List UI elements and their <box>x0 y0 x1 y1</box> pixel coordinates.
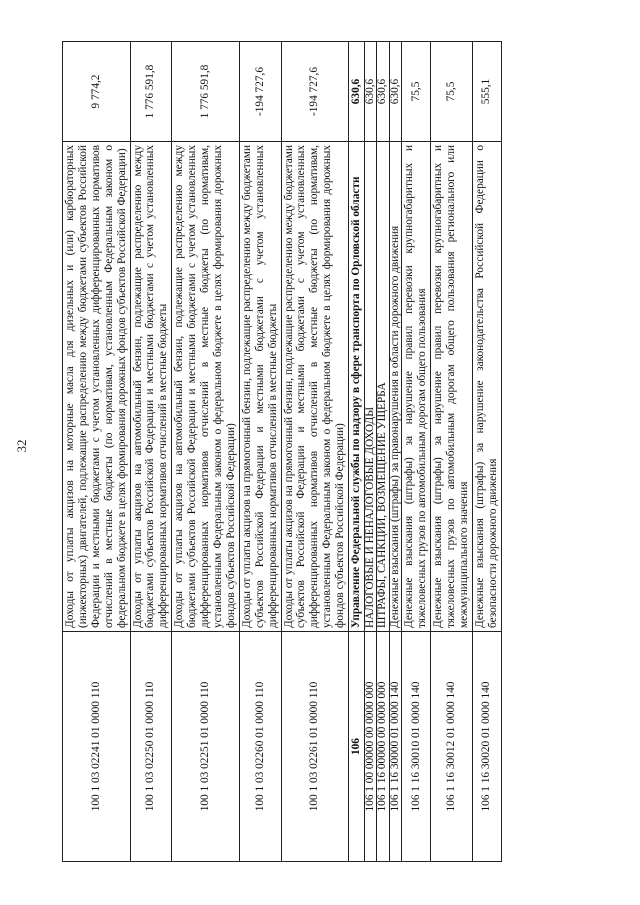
revenue-name-cell: Денежные взыскания (штрафы) за правонарушения в области дорожного движения <box>389 142 402 632</box>
table-row <box>472 42 501 862</box>
table-body <box>63 42 502 862</box>
budget-code-cell: 100 1 03 02260 01 0000 110 <box>239 632 281 862</box>
table-row <box>239 42 281 862</box>
table-row <box>130 42 172 862</box>
amount-cell: 75,5 <box>402 42 431 142</box>
amount-cell: 630,6 <box>364 42 377 142</box>
revenue-name-cell: Денежные взыскания (штрафы) за нарушение законодательства Российской Федерации о безопасности дорожного движения <box>472 142 501 632</box>
amount-cell: 1 776 591,8 <box>130 42 172 142</box>
table-row <box>431 42 473 862</box>
table-row <box>281 42 349 862</box>
budget-code-cell: 100 1 03 02250 01 0000 110 <box>130 632 172 862</box>
revenue-name-cell: Доходы от уплаты акцизов на прямогонный бензин, подлежащие распределению между бюджетами субъектов Российской Федерации и местными бюджетами с учетом установленных дифференцированных нормативов отчислений в местные бюджеты (по нормативам, установленным Федеральным законом о федеральном бюджете в целях формирования дорожных фондов субъектов Российской Федерации) <box>281 142 349 632</box>
revenue-name-cell: НАЛОГОВЫЕ И НЕНАЛОГОВЫЕ ДОХОДЫ <box>364 142 377 632</box>
budget-code-cell: 100 1 03 02241 01 0000 110 <box>63 632 131 862</box>
page-number: 32 <box>14 439 29 453</box>
budget-code-cell: 106 1 16 30012 01 0000 140 <box>431 632 473 862</box>
amount-cell: 630,6 <box>349 42 365 142</box>
amount-cell: 1 776 591,8 <box>172 42 240 142</box>
revenue-name-cell: Доходы от уплаты акцизов на прямогонный бензин, подлежащие распределению между бюджетами субъектов Российской Федерации и местными бюджетами с учетом установленных дифференцированных нормативов отчислений в местные бюджеты <box>239 142 281 632</box>
table-row <box>63 42 131 862</box>
revenue-name-cell: Денежные взыскания (штрафы) за нарушение правил перевозки крупногабаритных и тяжеловесных грузов по автомобильным дорогам общего пользования регионального или межмуниципального значения <box>431 142 473 632</box>
amount-cell: 555,1 <box>472 42 501 142</box>
table-row <box>389 42 402 862</box>
budget-code-cell: 106 <box>349 632 365 862</box>
amount-cell: 630,6 <box>377 42 390 142</box>
amount-cell: 9 774,2 <box>63 42 131 142</box>
revenue-name-cell: Управление Федеральной службы по надзору в сфере транспорта по Орловской области <box>349 142 365 632</box>
budget-code-cell: 106 1 16 00000 00 0000 000 <box>377 632 390 862</box>
revenue-name-cell: Доходы от уплаты акцизов на моторные масла для дизельных и (или) карбюраторных (инжекторных) двигателей, подлежащие распределению между бюджетами субъектов Российской Федерации и местными бюджетами с учетом установленных дифференцированных нормативов отчислений в местные бюджеты (по нормативам, установленным Федеральным законом о федеральном бюджете в целях формирования дорожных фондов субъектов Российской Федерации) <box>63 142 131 632</box>
amount-cell: 75,5 <box>431 42 473 142</box>
amount-cell: 630,6 <box>389 42 402 142</box>
amount-cell: -194 727,6 <box>239 42 281 142</box>
budget-code-cell: 106 1 16 30000 01 0000 140 <box>389 632 402 862</box>
revenue-name-cell: Доходы от уплаты акцизов на автомобильный бензин, подлежащие распределению между бюджетами субъектов Российской Федерации и местными бюджетами с учетом установленных дифференцированных нормативов отчислений в местные бюджеты (по нормативам, установленным Федеральным законом о федеральном бюджете в целях формирования дорожных фондов субъектов Российской Федерации) <box>172 142 240 632</box>
budget-code-cell: 100 1 03 02261 01 0000 110 <box>281 632 349 862</box>
budget-code-cell: 106 1 00 00000 00 0000 000 <box>364 632 377 862</box>
amount-cell: -194 727,6 <box>281 42 349 142</box>
revenue-name-cell: ШТРАФЫ, САНКЦИИ, ВОЗМЕЩЕНИЕ УЩЕРБА <box>377 142 390 632</box>
budget-code-cell: 106 1 16 30010 01 0000 140 <box>402 632 431 862</box>
revenue-name-cell: Доходы от уплаты акцизов на автомобильный бензин, подлежащие распределению между бюджетами субъектов Российской Федерации и местными бюджетами с учетом установленных дифференцированных нормативов отчислений в местные бюджеты <box>130 142 172 632</box>
table-row <box>349 42 365 862</box>
table-row <box>402 42 431 862</box>
revenue-table <box>62 41 502 862</box>
budget-code-cell: 100 1 03 02251 01 0000 110 <box>172 632 240 862</box>
table-row <box>364 42 377 862</box>
table-row <box>377 42 390 862</box>
budget-code-cell: 106 1 16 30020 01 0000 140 <box>472 632 501 862</box>
rotated-table-container <box>62 42 598 862</box>
revenue-name-cell: Денежные взыскания (штрафы) за нарушение правил перевозки крупногабаритных и тяжеловесных грузов по автомобильным дорогам общего пользования <box>402 142 431 632</box>
table-row <box>172 42 240 862</box>
